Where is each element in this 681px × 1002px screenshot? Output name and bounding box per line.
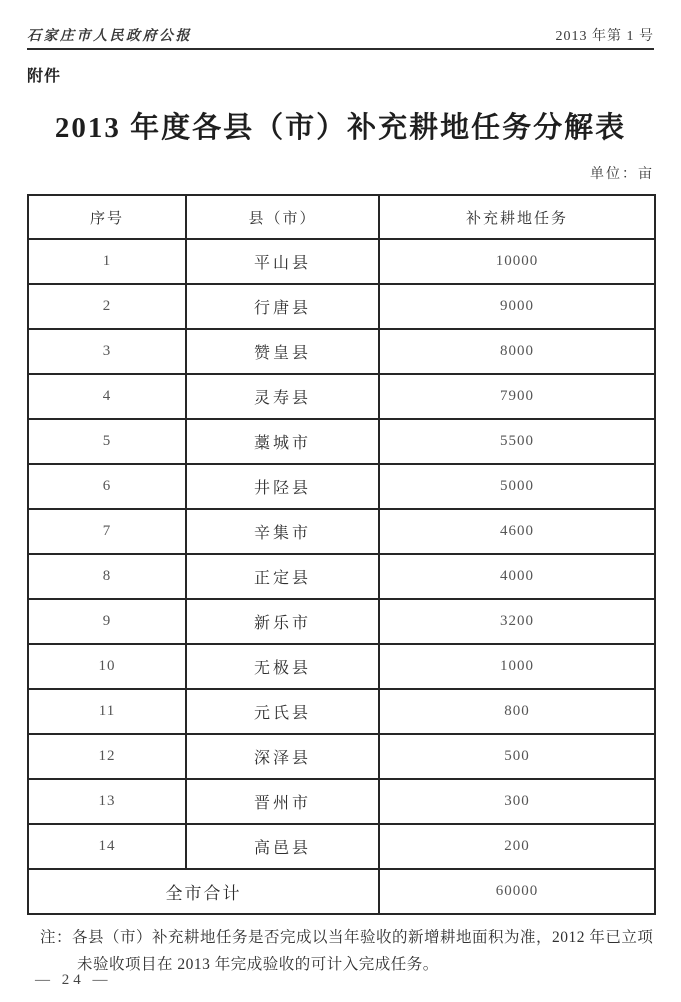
table-row	[28, 509, 655, 554]
row-task: 200	[379, 824, 655, 869]
table-row	[28, 374, 655, 419]
table-row	[28, 239, 655, 284]
document-title: 2013 年度各县（市）补充耕地任务分解表	[54, 112, 627, 144]
masthead	[27, 0, 654, 45]
row-task: 9000	[379, 284, 655, 329]
row-county: 深泽县	[186, 734, 379, 779]
row-county: 行唐县	[186, 284, 379, 329]
row-seq: 8	[28, 554, 186, 599]
row-county: 新乐市	[186, 599, 379, 644]
publication-name: 石家庄市人民政府公报	[27, 29, 192, 44]
row-seq: 3	[28, 329, 186, 374]
row-county: 晋州市	[186, 779, 379, 824]
row-task: 500	[379, 734, 655, 779]
col-header-seq: 序号	[28, 195, 186, 239]
row-task: 8000	[379, 329, 655, 374]
row-county: 藁城市	[186, 419, 379, 464]
row-task: 300	[379, 779, 655, 824]
row-seq: 2	[28, 284, 186, 329]
table-row	[28, 419, 655, 464]
row-county: 元氏县	[186, 689, 379, 734]
row-seq: 7	[28, 509, 186, 554]
col-header-county: 县（市）	[186, 195, 379, 239]
row-seq: 12	[28, 734, 186, 779]
row-county: 赞皇县	[186, 329, 379, 374]
row-county: 无极县	[186, 644, 379, 689]
row-seq: 5	[28, 419, 186, 464]
row-seq: 4	[28, 374, 186, 419]
row-county: 高邑县	[186, 824, 379, 869]
table-row	[28, 284, 655, 329]
row-county: 正定县	[186, 554, 379, 599]
footnote	[27, 924, 654, 978]
row-seq: 10	[28, 644, 186, 689]
table-total-row	[28, 869, 655, 914]
unit-label: 单位：亩	[590, 167, 654, 182]
total-label: 全市合计	[28, 869, 379, 914]
table-row	[28, 599, 655, 644]
row-task: 1000	[379, 644, 655, 689]
row-county: 平山县	[186, 239, 379, 284]
row-seq: 6	[28, 464, 186, 509]
col-header-task: 补充耕地任务	[379, 195, 655, 239]
row-task: 4600	[379, 509, 655, 554]
row-seq: 1	[28, 239, 186, 284]
row-county: 井陉县	[186, 464, 379, 509]
row-seq: 11	[28, 689, 186, 734]
table-row	[28, 329, 655, 374]
footnote-line-1: 注：各县（市）补充耕地任务是否完成以当年验收的新增耕地面积为准，2012 年已立项	[40, 929, 654, 946]
row-seq: 9	[28, 599, 186, 644]
row-seq: 14	[28, 824, 186, 869]
attachment-label: 附件	[27, 68, 62, 85]
masthead-divider	[27, 48, 654, 50]
row-task: 5500	[379, 419, 655, 464]
table-row	[28, 734, 655, 779]
table-header-row	[28, 195, 655, 239]
row-seq: 13	[28, 779, 186, 824]
row-task: 3200	[379, 599, 655, 644]
row-task: 4000	[379, 554, 655, 599]
footnote-line-2: 未验收项目在 2013 年完成验收的可计入完成任务。	[77, 956, 439, 973]
page-number: — 24 —	[35, 972, 112, 988]
table-row	[28, 644, 655, 689]
table-row	[28, 464, 655, 509]
task-allocation-table	[27, 194, 656, 915]
row-county: 辛集市	[186, 509, 379, 554]
table-row	[28, 824, 655, 869]
issue-number: 2013 年第 1 号	[555, 29, 654, 44]
row-task: 7900	[379, 374, 655, 419]
row-task: 10000	[379, 239, 655, 284]
row-county: 灵寿县	[186, 374, 379, 419]
row-task: 5000	[379, 464, 655, 509]
table-row	[28, 779, 655, 824]
row-task: 800	[379, 689, 655, 734]
total-value: 60000	[379, 869, 655, 914]
table-row	[28, 689, 655, 734]
table-row	[28, 554, 655, 599]
